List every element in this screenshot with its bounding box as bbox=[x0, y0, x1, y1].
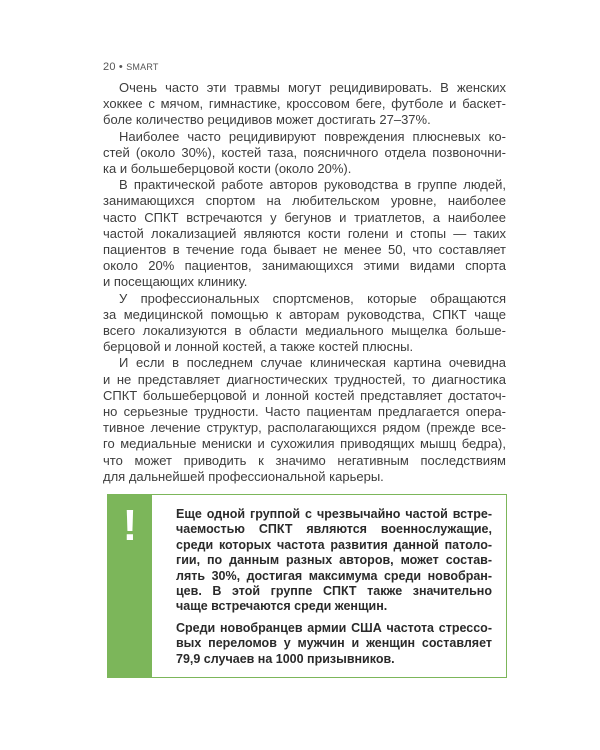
text-line: около 20% пациентов, занимающихся этими видами спорта bbox=[103, 258, 506, 274]
text-line: за медицинской помощью к авторам руководства, СПКТ чаще bbox=[103, 306, 506, 322]
text-line: хоккее с мячом, гимнастике, кроссовом беге, футболе и баскет- bbox=[103, 96, 506, 112]
text-line: вых переломов у мужчин и женщин составляет bbox=[176, 636, 492, 651]
text-line: Среди новобранцев армии США частота стрессо- bbox=[176, 620, 492, 635]
text-line: го медиальные мениски и сухожилия приводящих мышц бедра), bbox=[103, 436, 506, 452]
text-line: что может приводить к значимо негативным последствиям bbox=[103, 452, 506, 468]
text-line: для дальнейшей профессиональной карьеры. bbox=[103, 468, 384, 484]
text-line: и не представляет диагностических трудностей, то диагностика bbox=[103, 371, 506, 387]
paragraph bbox=[103, 291, 506, 356]
paragraph bbox=[176, 507, 492, 615]
text-line: чаще встречаются среди женщин. bbox=[176, 599, 388, 614]
header-separator: • bbox=[118, 61, 123, 73]
text-line: гии, по данным разных авторов, может состав- bbox=[176, 553, 492, 568]
text-line: И если в последнем случае клиническая картина очевидна bbox=[119, 355, 506, 371]
paragraph bbox=[176, 621, 492, 667]
paragraph bbox=[103, 177, 506, 290]
text-line: боле количество рецидивов может достигать 27–37%. bbox=[103, 112, 431, 128]
text-line: и посещающих клинику. bbox=[103, 274, 248, 290]
body-text bbox=[103, 80, 506, 485]
text-line: но серьезные трудности. Часто пациентам предлагается опера- bbox=[103, 404, 506, 420]
text-line: часто СПКТ встречаются у бегунов и триатлетов, а наиболее bbox=[103, 209, 506, 225]
paragraph bbox=[103, 80, 506, 129]
callout-text bbox=[176, 507, 492, 673]
text-line: занимающихся спортом на любительском уровне, наиболее bbox=[103, 193, 506, 209]
running-header bbox=[103, 61, 159, 73]
text-line: ка и большеберцовой кости (около 20%). bbox=[103, 161, 352, 177]
text-line: Наиболее часто рецидивируют повреждения плюсневых ко- bbox=[119, 128, 506, 144]
text-line: У профессиональных спортсменов, которые обращаются bbox=[119, 290, 506, 306]
text-line: всего локализуются в области медиального мыщелка больше- bbox=[103, 323, 506, 339]
text-line: чаемостью СПКТ являются военнослужащие, bbox=[176, 522, 492, 537]
text-line: берцовой и лонной костей, а также костей плюсны. bbox=[103, 339, 414, 355]
text-line: стей (около 30%), костей таза, поясничного отдела позвоночни- bbox=[103, 144, 506, 160]
text-line: частой локализацией являются кости голени и стопы — таких bbox=[103, 225, 506, 241]
exclamation-icon: ! bbox=[122, 501, 138, 550]
text-line: Еще одной группой с чрезвычайно частой встре- bbox=[176, 507, 492, 521]
text-line: 79,9 случаев на 1000 призывников. bbox=[176, 651, 395, 666]
paragraph bbox=[103, 355, 506, 485]
section-title: SMART bbox=[126, 62, 159, 72]
text-line: СПКТ большеберцовой и лонной костей представляет достаточ- bbox=[103, 387, 506, 403]
paragraph bbox=[103, 129, 506, 178]
callout-box bbox=[107, 494, 507, 678]
text-line: среди которых частота развития данной патоло- bbox=[176, 537, 492, 552]
text-line: Очень часто эти травмы могут рецидивировать. В женских bbox=[119, 80, 506, 95]
text-line: тивное лечение структур, располагающихся рядом (прежде все- bbox=[103, 420, 506, 436]
page-number: 20 bbox=[103, 61, 116, 73]
text-line: цев. В этой группе СПКТ также значительно bbox=[176, 584, 492, 599]
text-line: лять 30%, достигая максимума среди новобран- bbox=[176, 568, 492, 583]
text-line: В практической работе авторов руководства в группе людей, bbox=[119, 177, 506, 193]
text-line: пациентов в течение года бывает не менее 50, что составляет bbox=[103, 242, 506, 258]
